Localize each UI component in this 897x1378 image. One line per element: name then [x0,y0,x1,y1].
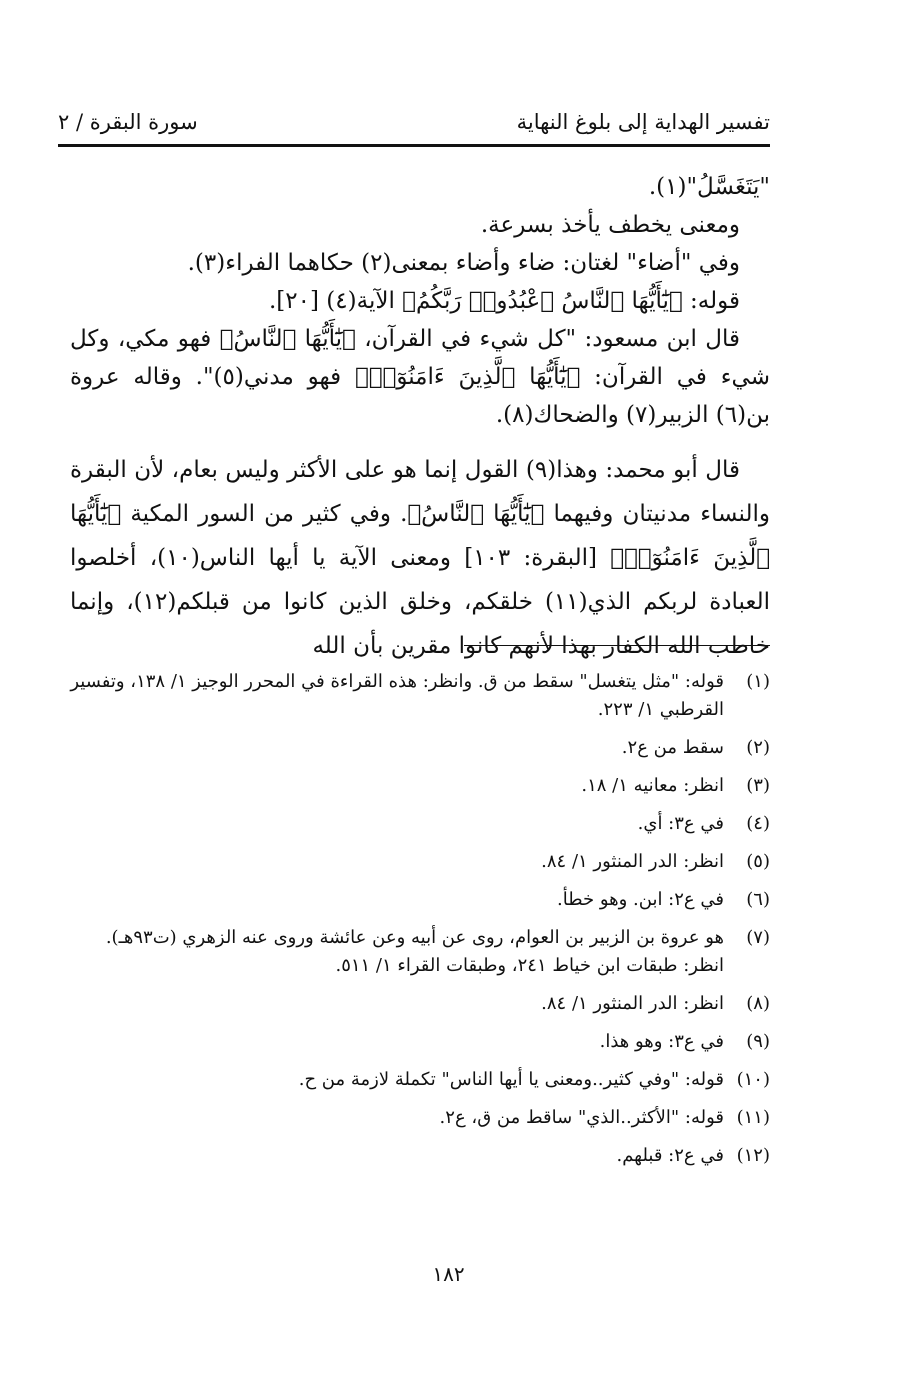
footnote-number: (٧) [746,927,770,948]
header-divider [58,144,770,147]
footnote-number: (٤) [746,813,770,834]
footnote-number: (١) [746,671,770,692]
running-header [58,104,770,144]
footnote [60,734,770,762]
footnote [60,1104,770,1132]
footnote [60,848,770,876]
footnote-number: (١١) [736,1107,770,1128]
footnote-number: (٨) [746,993,770,1014]
footnote-number: (١٢) [736,1145,770,1166]
footnote-text: في ع٣: أي. [637,813,724,834]
footnote-text: هو عروة بن الزبير بن العوام، روى عن أبيه وعن عائشة وروى عنه الزهري (ت٩٣هـ). انظر: طبقات ابن خياط ٢٤١، وطبقات القراء ١/ ٥١١. [105,927,724,976]
footnote-number: (٦) [746,889,770,910]
footnote-text: قوله: "وفي كثير..ومعنى يا أيها الناس" تكملة لازمة من ح. [298,1069,724,1090]
footnotes [60,668,770,1180]
paragraph: قال أبو محمد: وهذا(٩) القول إنما هو على الأكثر وليس بعام، لأن البقرة والنساء مدنيتان وفيهما ﴿يَٰٓأَيُّهَا ٱلنَّاسُ﴾. وفي كثير من السور المكية ﴿يَٰٓأَيُّهَا ٱلَّذِينَ ءَامَنُوٓا۟﴾ [البقرة: ١٠٣] ومعنى الآية يا أيها الناس(١٠)، أخلصوا العبادة لربكم الذي(١١) خلقكم، وخلق الذين كانوا من قبلكم(١٢)، وإنما خاطب الله الكفار بهذا لأنهم كانوا مقرين بأن الله [70,457,771,659]
book-title: تفسير الهداية إلى بلوغ النهاية [516,110,770,134]
footnote-text: انظر: معانيه ١/ ١٨. [581,775,724,796]
footnote [60,924,770,980]
footnote [60,810,770,838]
footnote-divider [464,645,770,646]
footnote [60,886,770,914]
footnote [60,1142,770,1170]
footnote-text: سقط من ع٢. [621,737,724,758]
footnote-number: (١٠) [736,1069,770,1090]
footnote-number: (٥) [746,851,770,872]
paragraph: قوله: ﴿يَٰٓأَيُّهَا ٱلنَّاسُ ٱعْبُدُوا۟ رَبَّكُمُ﴾ الآية(٤) [٢٠]. [269,288,740,314]
paragraph: قال ابن مسعود: "كل شيء في القرآن، ﴿يَٰٓأَيُّهَا ٱلنَّاسُ﴾ فهو مكي، وكل شيء في القرآن: ﴿يَٰٓأَيُّهَا ٱلَّذِينَ ءَامَنُوٓا۟﴾ فهو مدني(٥)". وقاله عروة بن(٦) الزبير(٧) والضحاك(٨). [70,326,770,428]
page-number: ١٨٢ [432,1262,465,1286]
footnote-text: في ع٢: ابن. وهو خطأ. [557,889,724,910]
surah-label: سورة البقرة / ٢ [58,110,198,134]
paragraph: "يَتَغَسَّلُ"(١). [648,174,770,200]
footnote-text: انظر: الدر المنثور ١/ ٨٤. [541,993,724,1014]
footnote-text: في ع٣: وهو هذا. [599,1031,724,1052]
footnote [60,668,770,724]
paragraph: ومعنى يخطف يأخذ بسرعة. [480,212,740,238]
footnote [60,990,770,1018]
footnote-number: (٣) [746,775,770,796]
footnote-text: قوله: "مثل يتغسل" سقط من ق. وانظر: هذه القراءة في المحرر الوجيز ١/ ١٣٨، وتفسير القرطبي ١/ ٢٢٣. [70,671,724,720]
footnote [60,1066,770,1094]
main-text [70,168,770,668]
paragraph: وفي "أضاء" لغتان: ضاء وأضاء بمعنى(٢) حكاهما الفراء(٣). [187,250,740,276]
footnote-number: (٢) [746,737,770,758]
footnote-text: قوله: "الأكثر..الذي" ساقط من ق، ع٢. [439,1107,724,1128]
footnote [60,1028,770,1056]
footnote-text: انظر: الدر المنثور ١/ ٨٤. [541,851,724,872]
footnote-number: (٩) [746,1031,770,1052]
footnote-text: في ع٢: قبلهم. [616,1145,724,1166]
footnote [60,772,770,800]
